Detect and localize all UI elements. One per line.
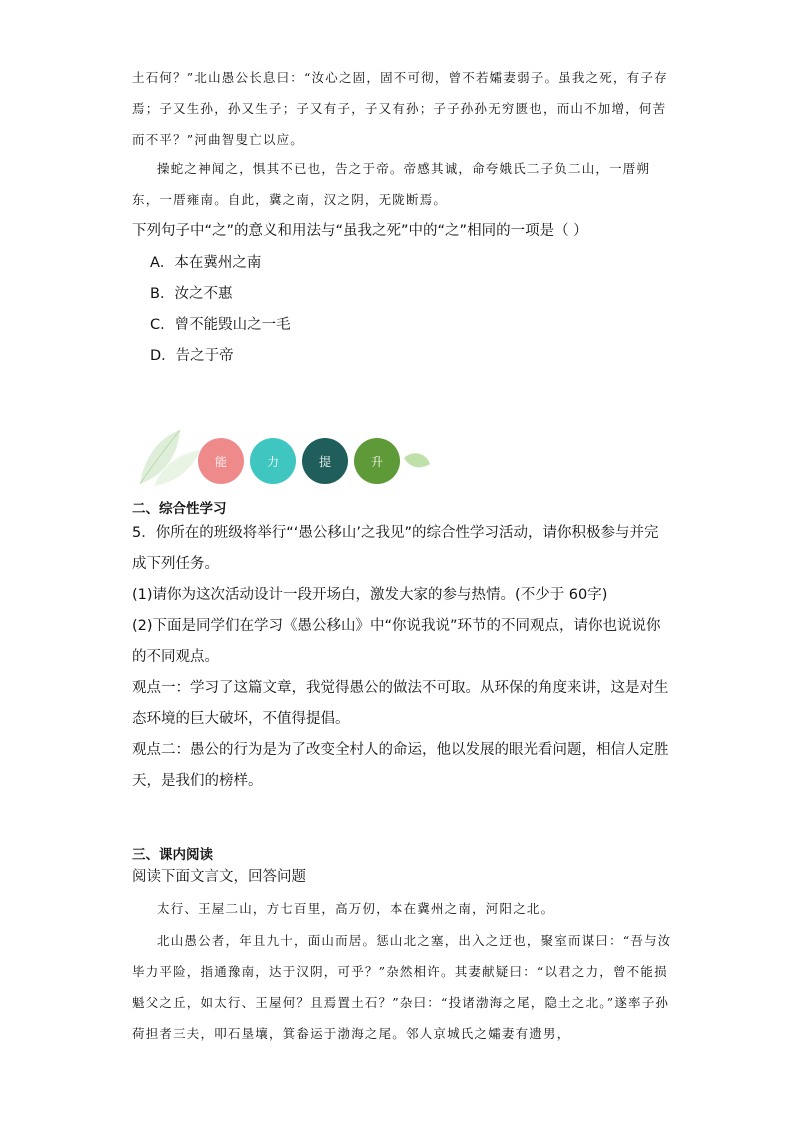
- option-b: B．汝之不惠: [150, 286, 233, 302]
- banner-circle-2: 力: [250, 438, 296, 484]
- leaf-tail-icon: [402, 450, 432, 472]
- option-a: A．本在冀州之南: [150, 255, 262, 271]
- viewpoint-2: 观点二：愚公的行为是为了改变全村人的命运，他以发展的眼光看问题，相信人定胜天，是我们的榜样。: [132, 742, 669, 789]
- task-1: (1)请你为这次活动设计一段开场白，激发大家的参与热情。(不少于 60字): [132, 587, 608, 603]
- banner-circle-1: 能: [198, 438, 244, 484]
- viewpoint-1: 观点一：学习了这篇文章，我觉得愚公的做法不可取。从环保的角度来讲，这是对生态环境的巨大破坏，不值得提倡。: [132, 680, 669, 727]
- passage-paragraph-2: 操蛇之神闻之，惧其不已也，告之于帝。帝感其诚，命夸娥氏二子负二山，一厝朔东，一厝雍南。自此，冀之南，汉之阴，无陇断焉。: [132, 161, 651, 207]
- option-c: C．曾不能毁山之一毛: [150, 317, 291, 333]
- classical-paragraph-2: 北山愚公者，年且九十，面山而居。惩山北之塞，出入之迂也，聚室而谋曰：“吾与汝毕力平险，指通豫南，达于汉阴，可乎？”杂然相许。其妻献疑曰：“以君之力，曾不能损魁父之丘，如太行、王屋何？且焉置土石？”杂曰：“投诸渤海之尾，隐土之北。”遂率子孙荷担者三夫，叩石垦壤，箕畚运于渤海之尾。邻人京城氏之孀妻有遗男，: [132, 933, 672, 1041]
- section-2-heading: 二、综合性学习: [132, 501, 227, 517]
- option-d: D．告之于帝: [150, 348, 234, 364]
- classical-paragraph-1: 太行、王屋二山，方七百里，高万仞，本在冀州之南，河阳之北。: [157, 901, 555, 916]
- section-3-heading: 三、课内阅读: [132, 847, 213, 863]
- ability-banner: [134, 428, 434, 490]
- task-2: (2)下面是同学们在学习《愚公移山》中“你说我说”环节的不同观点，请你也说说你的不同观点。: [132, 618, 661, 665]
- leaf-decoration-icon: [134, 428, 204, 488]
- question-5: 5．你所在的班级将举行“‘愚公移山’之我见”的综合性学习活动，请你积极参与并完成下列任务。: [132, 525, 659, 572]
- banner-circle-4: 升: [354, 438, 400, 484]
- reading-instruction: 阅读下面文言文，回答问题: [132, 869, 306, 885]
- question-stem: 下列句子中“之”的意义和用法与“虽我之死”中的“之”相同的一项是（ ）: [132, 223, 588, 239]
- banner-circle-3: 提: [302, 438, 348, 484]
- passage-paragraph-1: 土石何？”北山愚公长息曰：“汝心之固，固不可彻，曾不若孀妻弱子。虽我之死，有子存焉；子又生孙，孙又生子；子又有子，子又有孙；子子孙孙无穷匮也，而山不加增，何苦而不平？”河曲智叟亡以应。: [132, 70, 668, 147]
